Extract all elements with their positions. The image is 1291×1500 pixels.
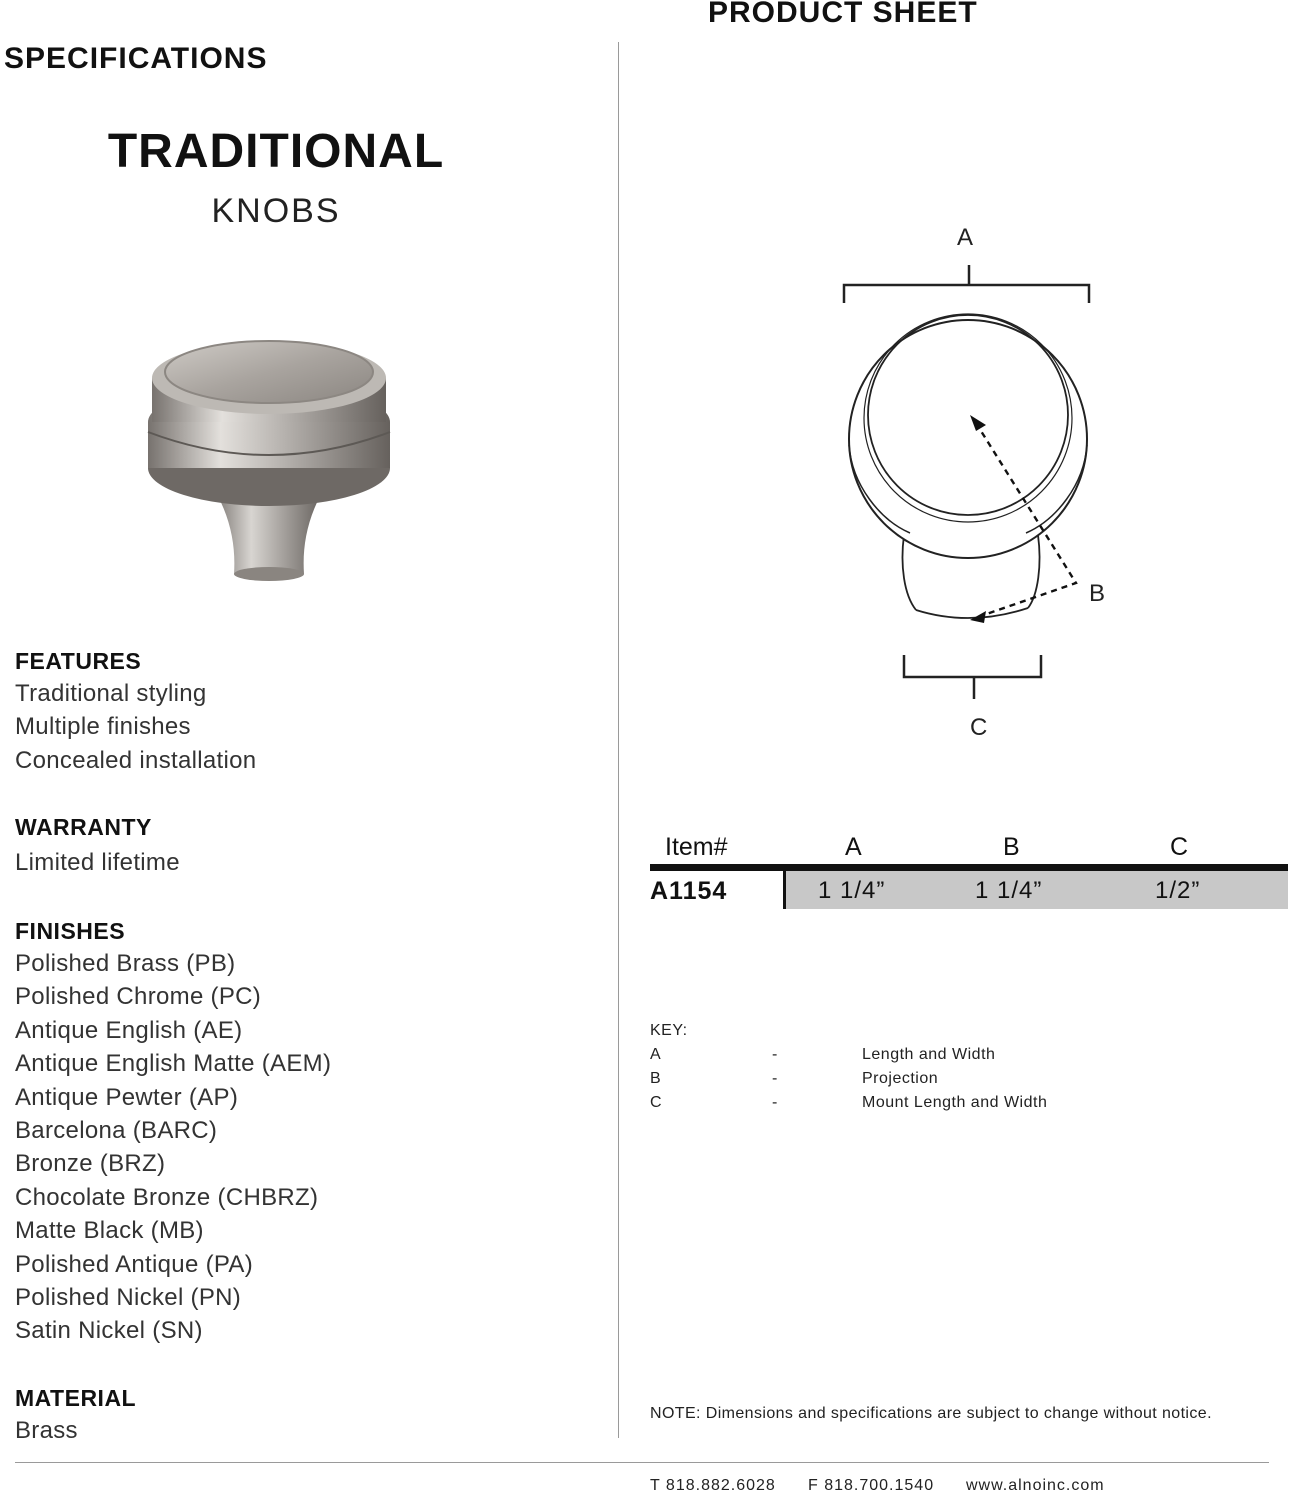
footer-website[interactable]: www.alnoinc.com	[966, 1477, 1105, 1494]
key-description: Projection	[862, 1070, 939, 1087]
product-subtitle: KNOBS	[211, 192, 341, 230]
table-row-separator	[783, 871, 786, 909]
knob-product-photo	[118, 282, 422, 608]
footer-divider	[15, 1462, 1269, 1463]
feature-item: Traditional styling	[15, 680, 207, 707]
table-header-rule	[650, 864, 1288, 871]
features-list	[15, 677, 256, 777]
warranty-value: Limited lifetime	[15, 849, 180, 876]
key-description: Length and Width	[862, 1046, 996, 1063]
specifications-heading: SPECIFICATIONS	[4, 42, 268, 75]
table-cell-b: 1 1/4”	[975, 877, 1043, 904]
table-header-item: Item#	[665, 833, 728, 861]
table-header-b: B	[1003, 833, 1020, 861]
key-letter: B	[650, 1070, 662, 1087]
finish-item: Polished Antique (PA)	[15, 1250, 253, 1278]
finish-item: Polished Brass (PB)	[15, 950, 236, 977]
key-description: Mount Length and Width	[862, 1094, 1048, 1111]
diagram-label-c: C	[970, 714, 988, 741]
key-heading: KEY:	[650, 1022, 688, 1039]
feature-item: Multiple finishes	[15, 713, 191, 741]
finish-item: Antique English Matte (AEM)	[15, 1050, 332, 1078]
table-cell-a: 1 1/4”	[818, 877, 886, 904]
finish-item: Antique English (AE)	[15, 1016, 243, 1044]
table-cell-item: A1154	[650, 877, 728, 905]
finish-item: Antique Pewter (AP)	[15, 1083, 239, 1111]
finish-item: Polished Chrome (PC)	[15, 983, 262, 1011]
vertical-divider	[618, 42, 619, 1438]
warranty-heading: WARRANTY	[15, 814, 152, 840]
finishes-heading: FINISHES	[15, 918, 126, 944]
finishes-list	[15, 947, 331, 1348]
disclaimer-note: NOTE: Dimensions and specifications are subject to change without notice.	[650, 1405, 1212, 1422]
diagram-label-a: A	[957, 224, 974, 251]
finish-item: Barcelona (BARC)	[15, 1117, 218, 1145]
footer-fax: F 818.700.1540	[808, 1477, 935, 1494]
material-heading: MATERIAL	[15, 1385, 137, 1411]
key-dash: -	[772, 1070, 778, 1087]
finish-item: Chocolate Bronze (CHBRZ)	[15, 1183, 319, 1211]
finish-item: Polished Nickel (PN)	[15, 1284, 242, 1312]
key-dash: -	[772, 1046, 778, 1063]
table-cell-c: 1/2”	[1155, 877, 1201, 904]
feature-item: Concealed installation	[15, 746, 257, 774]
material-value: Brass	[15, 1417, 78, 1444]
table-header-a: A	[845, 833, 862, 861]
product-title: TRADITIONAL	[107, 125, 445, 178]
finish-item: Matte Black (MB)	[15, 1217, 204, 1245]
dimension-diagram	[800, 215, 1130, 755]
key-letter: A	[650, 1046, 662, 1063]
diagram-label-b: B	[1089, 580, 1106, 607]
product-sheet-heading: PRODUCT SHEET	[708, 0, 978, 29]
key-dash: -	[772, 1094, 778, 1111]
footer-phone: T 818.882.6028	[650, 1477, 776, 1494]
key-letter: C	[650, 1094, 663, 1111]
finish-item: Satin Nickel (SN)	[15, 1317, 203, 1345]
finish-item: Bronze (BRZ)	[15, 1150, 166, 1178]
features-heading: FEATURES	[15, 648, 142, 674]
table-header-c: C	[1170, 833, 1189, 861]
